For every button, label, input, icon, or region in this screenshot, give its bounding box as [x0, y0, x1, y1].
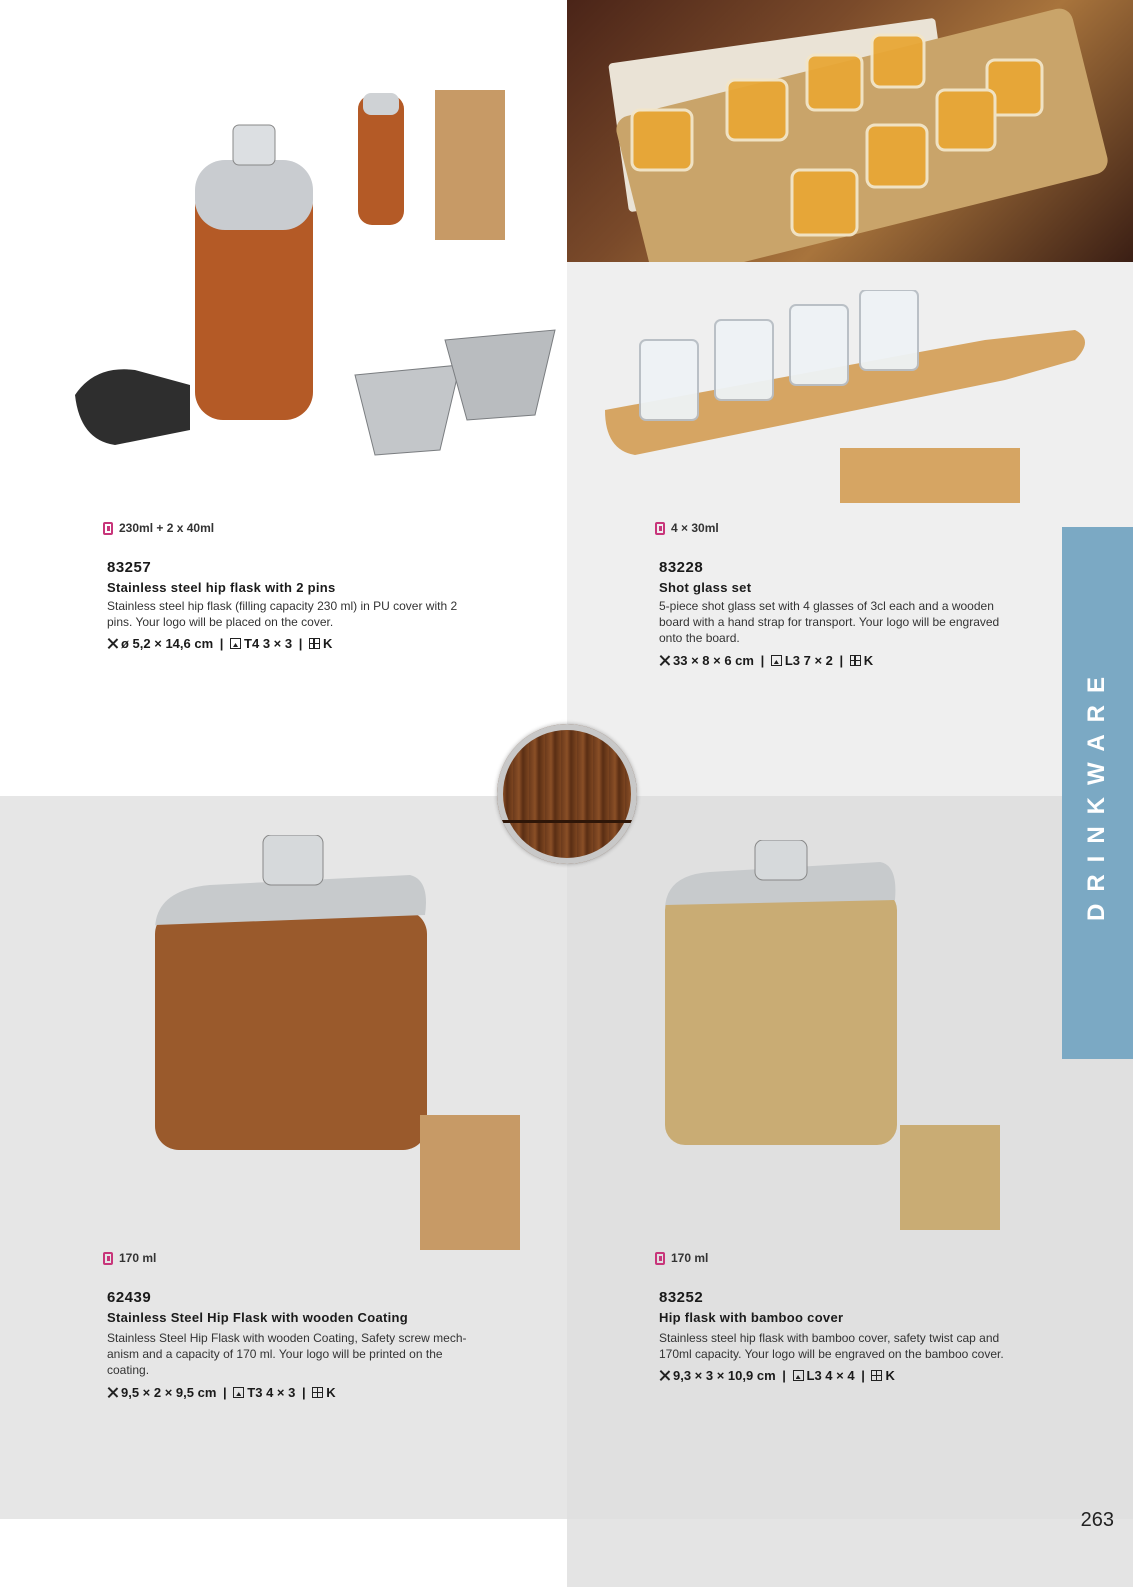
description-line: Stainless steel hip flask (filling capacity 230 ml) in PU cover with 2	[107, 599, 458, 613]
description-line: pins. Your logo will be placed on the cover.	[107, 615, 334, 629]
product-title: Stainless steel hip flask with 2 pins	[107, 580, 336, 595]
packing-icon	[871, 1370, 882, 1381]
description-line: anism and a capacity of 170 ml. Your logo will be printed on the	[107, 1347, 443, 1361]
hip-flask-83252-image	[660, 840, 1010, 1240]
description-line: onto the board.	[659, 631, 740, 645]
dimensions-icon	[659, 1370, 670, 1381]
product-description	[107, 598, 457, 630]
article-number: 83228	[659, 559, 704, 576]
dimensions-icon	[107, 638, 118, 649]
print-area-icon	[771, 655, 782, 666]
description-line: Stainless steel hip flask with bamboo cover, safety twist cap and	[659, 1331, 1000, 1345]
shot-glass-lifestyle-photo	[567, 0, 1133, 262]
capacity-label	[103, 1251, 156, 1265]
wood-texture-disc	[497, 724, 637, 864]
packing-value: K	[326, 1385, 336, 1400]
capacity-icon	[655, 1252, 665, 1265]
capacity-label	[655, 1251, 708, 1265]
capacity-icon	[655, 522, 665, 535]
page-number: 263	[1080, 1509, 1114, 1531]
size-value: 33 × 8 × 6 cm	[673, 653, 754, 668]
description-line: coating.	[107, 1363, 150, 1377]
shot-glass-set-83228-image	[605, 290, 1085, 515]
print-value: L3 7 × 2	[784, 653, 833, 668]
dimensions-icon	[659, 655, 670, 666]
packing-icon	[312, 1387, 323, 1398]
section-tab-label: DRINKWARE	[1083, 665, 1110, 921]
product-description	[107, 1330, 467, 1378]
capacity-icon	[103, 1252, 113, 1265]
print-area-icon	[793, 1370, 804, 1381]
packing-value: K	[863, 653, 874, 668]
description-line: Stainless Steel Hip Flask with wooden Coating, Safety screw mech-	[107, 1331, 467, 1345]
product-description	[659, 598, 999, 646]
print-area-icon	[233, 1387, 244, 1398]
capacity-value: 170 ml	[119, 1251, 157, 1265]
article-number: 62439	[107, 1289, 152, 1306]
capacity-label	[103, 521, 214, 535]
capacity-value: 230ml + 2 x 40ml	[119, 521, 215, 535]
packing-icon	[309, 638, 320, 649]
packing-value: K	[885, 1368, 895, 1383]
bottom-strip	[567, 1519, 1133, 1587]
spec-line: ø 5,2 × 14,6 cm | T4 3 × 3 | K	[107, 636, 332, 651]
capacity-value: 4 × 30ml	[671, 521, 719, 535]
packing-value: K	[322, 636, 333, 651]
capacity-value: 170 ml	[671, 1251, 709, 1265]
capacity-label	[655, 521, 719, 535]
article-number: 83252	[659, 1289, 704, 1306]
size-value: ø 5,2 × 14,6 cm	[121, 636, 214, 651]
print-area-icon	[230, 638, 241, 649]
hip-flask-83257-image	[75, 85, 565, 465]
description-line: 5-piece shot glass set with 4 glasses of 3cl each and a wooden	[659, 599, 994, 613]
product-title: Shot glass set	[659, 580, 752, 595]
product-title: Hip flask with bamboo cover	[659, 1310, 844, 1325]
spec-line: 9,3 × 3 × 10,9 cm | L3 4 × 4 | K	[659, 1368, 895, 1383]
product-description	[659, 1330, 1004, 1362]
article-number: 83257	[107, 559, 152, 576]
dimensions-icon	[107, 1387, 118, 1398]
hip-flask-62439-image	[150, 835, 530, 1265]
print-value: T3 4 × 3	[247, 1385, 296, 1400]
spec-line: 9,5 × 2 × 9,5 cm | T3 4 × 3 | K	[107, 1385, 336, 1400]
capacity-icon	[103, 522, 113, 535]
description-line: 170ml capacity. Your logo will be engraved on the bamboo cover.	[659, 1347, 1004, 1361]
product-title: Stainless Steel Hip Flask with wooden Coating	[107, 1310, 408, 1325]
size-value: 9,3 × 3 × 10,9 cm	[673, 1368, 776, 1383]
packing-icon	[850, 655, 861, 666]
size-value: 9,5 × 2 × 9,5 cm	[121, 1385, 217, 1400]
description-line: board with a hand strap for transport. Your logo will be engraved	[659, 615, 1000, 629]
print-value: T4 3 × 3	[244, 636, 293, 651]
spec-line: 33 × 8 × 6 cm | L3 7 × 2 | K	[659, 653, 873, 668]
print-value: L3 4 × 4	[806, 1368, 855, 1383]
